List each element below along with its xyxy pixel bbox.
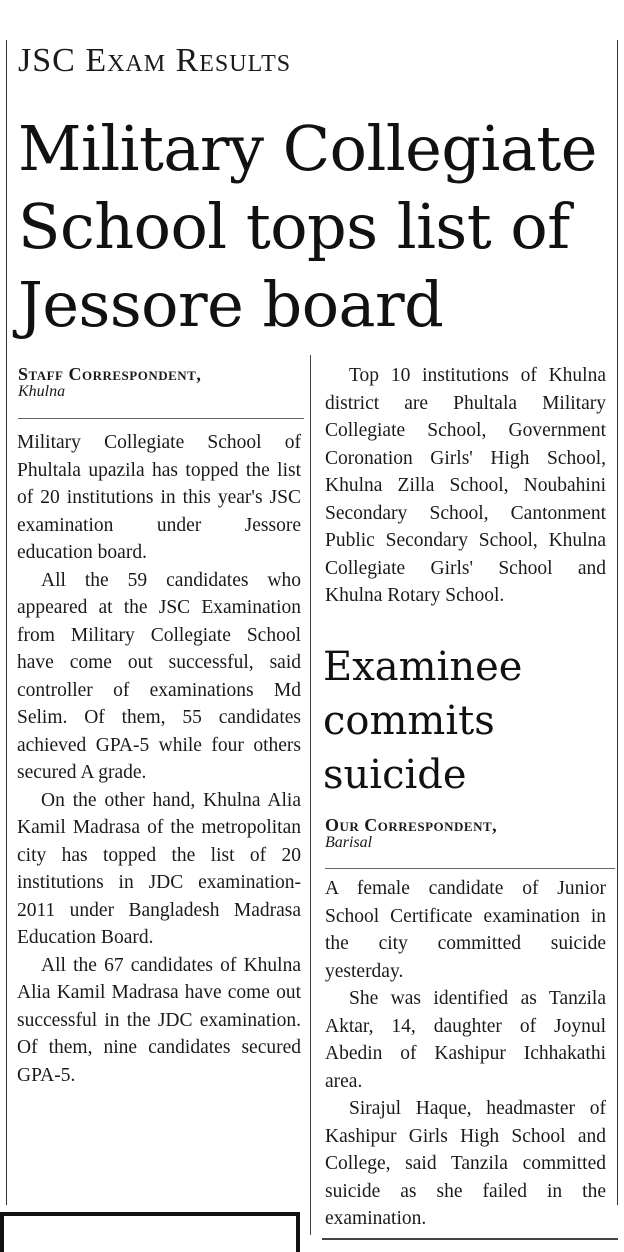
paragraph: On the other hand, Khulna Alia Kamil Madrasa of the metropolitan city has topped the list of 20 institutions in JDC examination-2011 under Bangladesh Madrasa Education Board. bbox=[17, 789, 301, 948]
second-article-body bbox=[325, 875, 606, 1233]
article-body-column-2 bbox=[325, 362, 606, 610]
article-byline bbox=[18, 364, 201, 401]
article-headline: Military Collegiate School tops list of Jessore board bbox=[18, 112, 597, 341]
byline-place: Khulna bbox=[18, 383, 66, 400]
paragraph: She was identified as Tanzila Aktar, 14, daughter of Joynul Abedin of Kashipur Ichhakathi area. bbox=[325, 988, 606, 1092]
paragraph: All the 59 candidates who appeared at the JSC Examination from Military Collegiate School have come out successful, said controller of examinations Md Selim. Of them, 55 candidates achieved GPA-5 while four others secured A grade. bbox=[17, 569, 301, 783]
column-rule-middle bbox=[310, 355, 311, 1235]
kicker-text: JSC Exam Results bbox=[18, 42, 292, 79]
second-article-byline bbox=[325, 815, 497, 852]
paragraph: Military Collegiate School of Phultala upazila has topped the list of 20 institutions in this year's JSC examination under Jessore education board. bbox=[17, 432, 301, 563]
paragraph: A female candidate of Junior School Certificate examination in the city committed suicide yesterday. bbox=[325, 878, 606, 982]
second-article-headline: Examinee commits suicide bbox=[323, 644, 523, 798]
byline-divider bbox=[18, 418, 304, 419]
paragraph: All the 67 candidates of Khulna Alia Kamil Madrasa have come out successful in the JDC examination. Of them, nine candidates secured GPA-5. bbox=[17, 954, 301, 1086]
adjacent-box-frame bbox=[0, 1212, 300, 1252]
column-rule-left bbox=[6, 40, 7, 1205]
byline-divider bbox=[325, 868, 615, 869]
byline-role: Our Correspondent, bbox=[325, 815, 498, 835]
paragraph: Sirajul Haque, headmaster of Kashipur Girls High School and College, said Tanzila committed suicide as she failed in the examination. bbox=[325, 1098, 606, 1229]
byline-place: Barisal bbox=[325, 834, 373, 851]
bottom-rule bbox=[322, 1238, 618, 1240]
paragraph: Top 10 institutions of Khulna district are Phultala Military Collegiate School, Government Coronation Girls' High School, Khulna Zilla School, Noubahini Secondary School, Cantonment Public Secondary School, Khulna Collegiate Girls' School and Khulna Rotary School. bbox=[325, 365, 606, 606]
article-body-column-1 bbox=[17, 429, 301, 1089]
section-kicker bbox=[18, 42, 291, 80]
byline-role: Staff Correspondent, bbox=[18, 364, 202, 384]
